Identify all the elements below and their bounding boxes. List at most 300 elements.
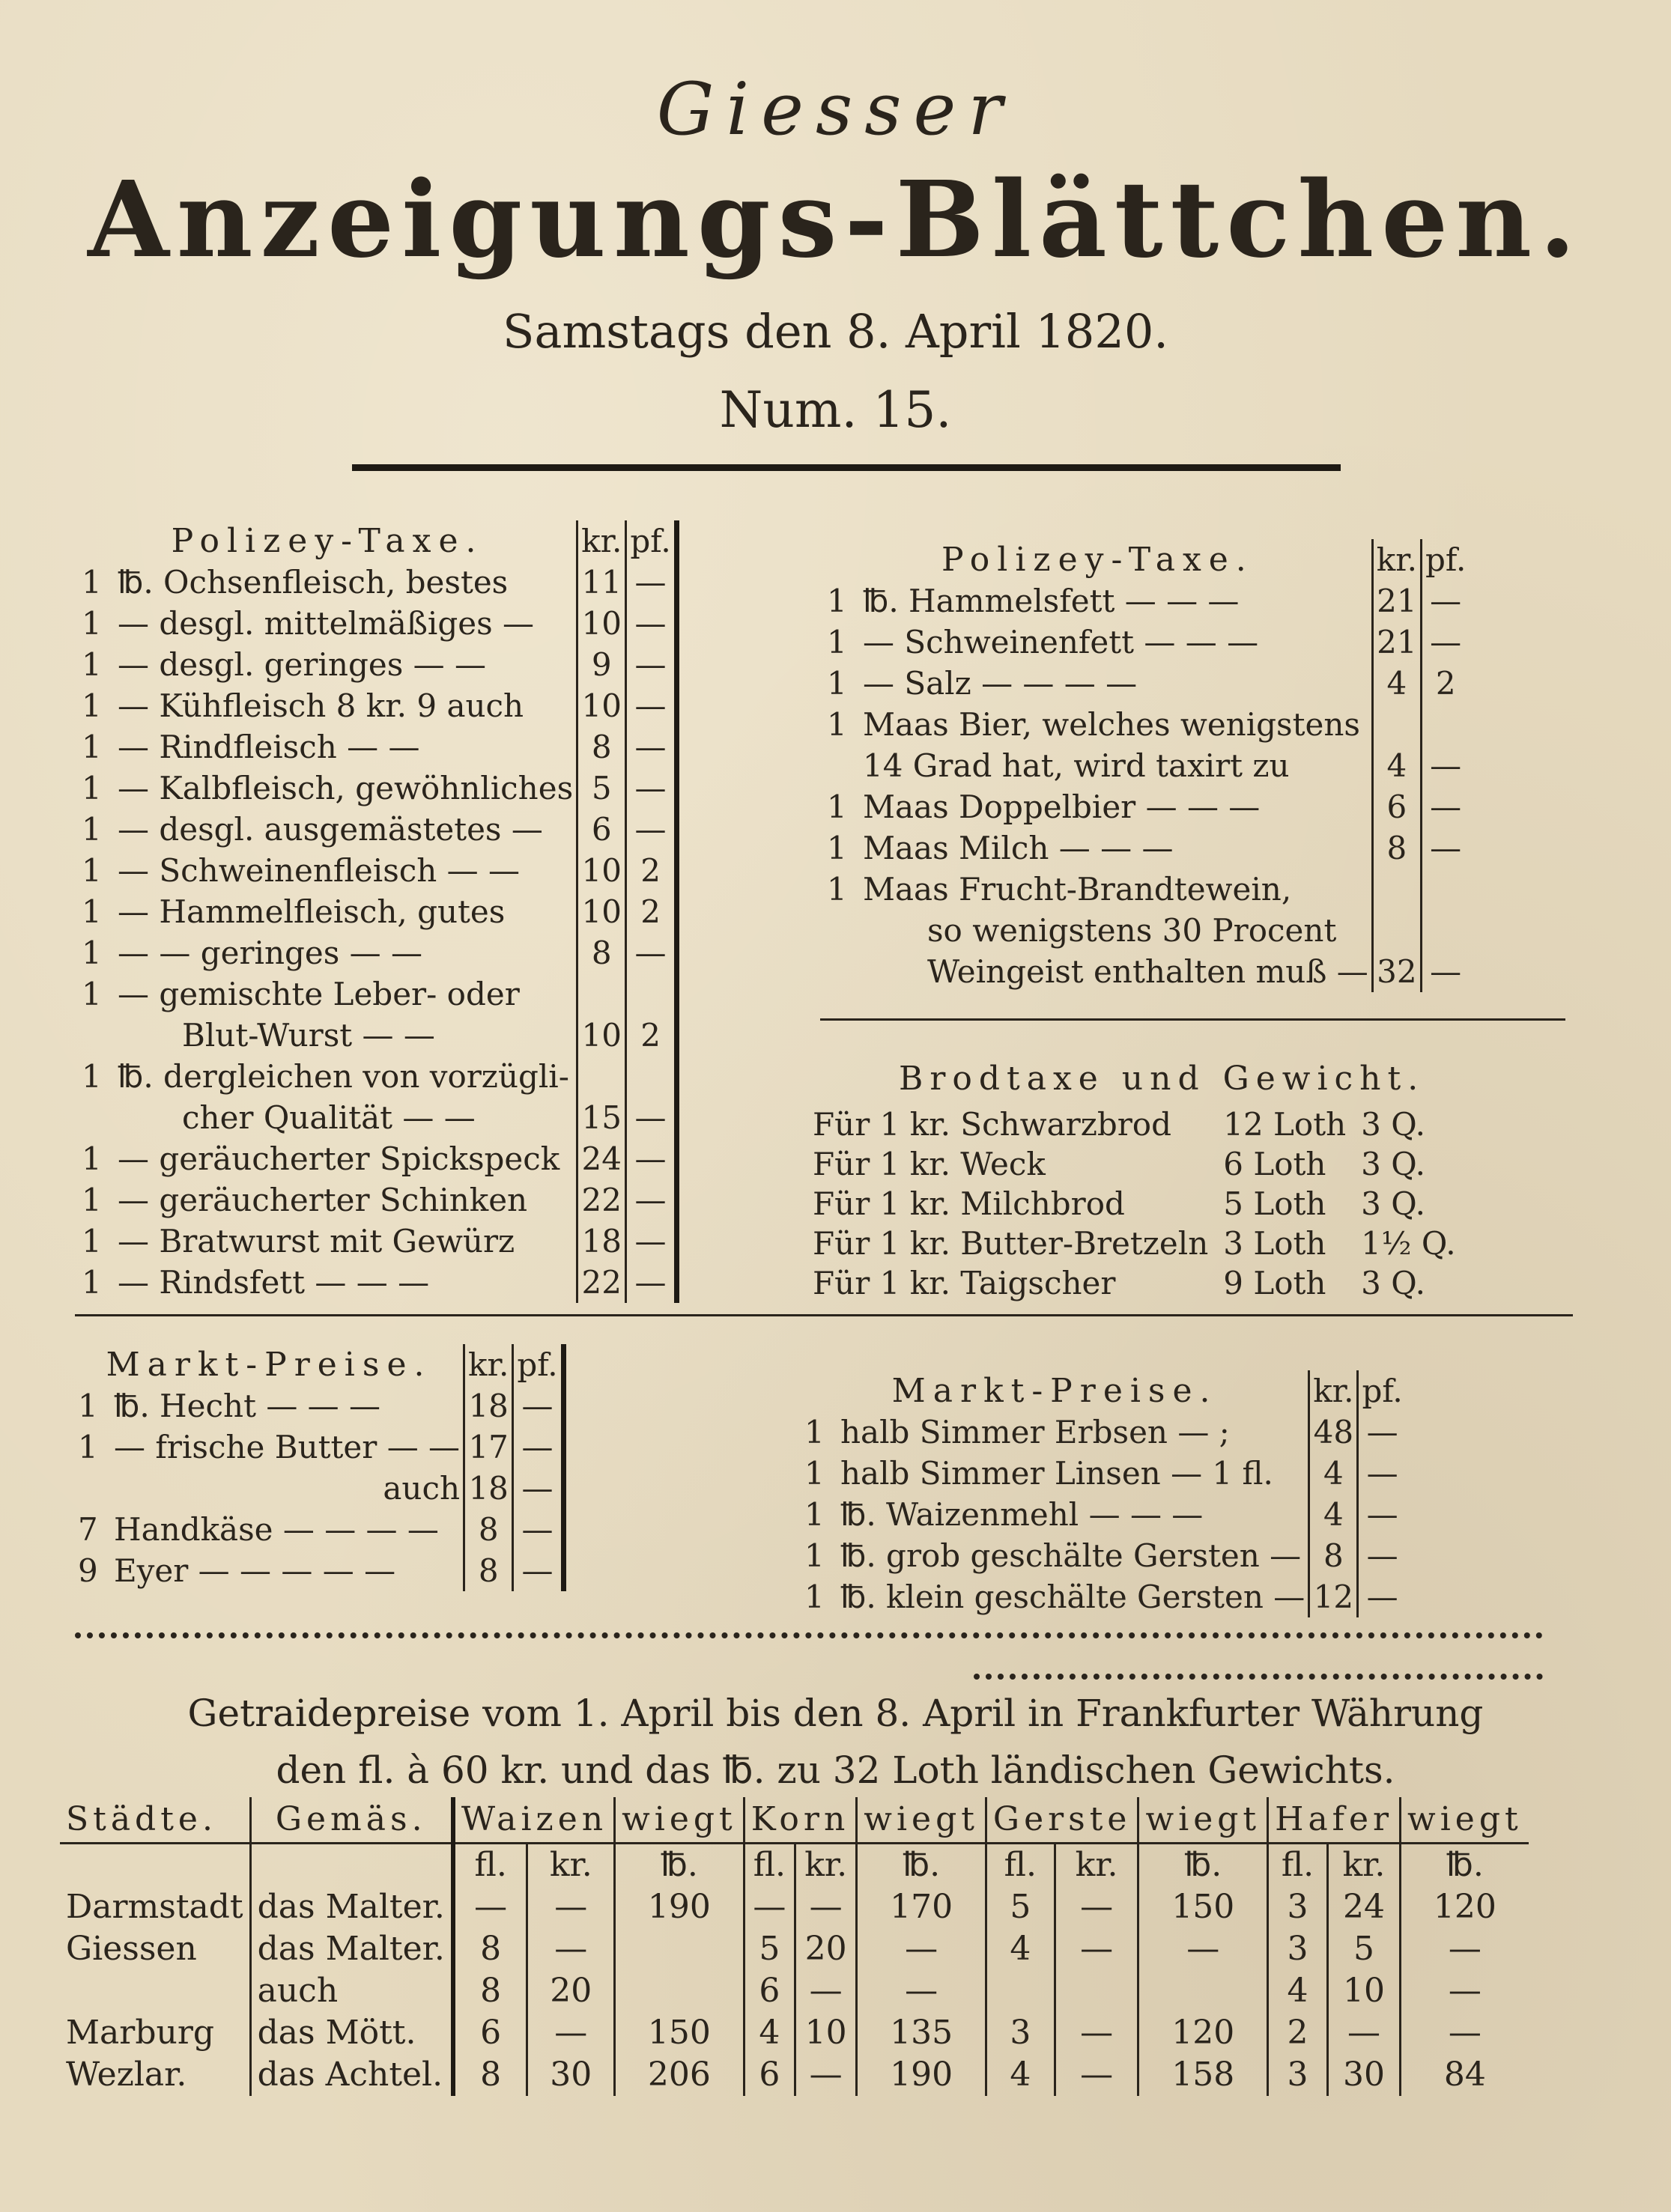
korn-weight: —: [857, 1970, 986, 2012]
price-row: [824, 951, 1469, 992]
bread-label: Für 1 kr. Schwarzbrod: [813, 1106, 1171, 1143]
item-name: — — geringes — —: [118, 935, 422, 971]
quantity: [824, 910, 860, 951]
price-pf: —: [1422, 827, 1470, 869]
bread-row: [805, 1144, 1464, 1184]
getraide-heading: [0, 1685, 1671, 1799]
price-kr: [1372, 910, 1421, 951]
measure-unit: das Malter.: [250, 1886, 453, 1928]
gerste-kr: —: [1055, 2012, 1138, 2054]
price-row: [79, 932, 676, 973]
column-header-pf: pf.: [1422, 539, 1470, 580]
price-row: [824, 869, 1469, 910]
price-row: [801, 1453, 1406, 1494]
price-kr: 5: [577, 768, 626, 809]
price-row: [824, 745, 1469, 786]
header-waizen: Waizen: [453, 1797, 615, 1844]
quantity: 1: [827, 624, 847, 660]
subheader-fl: fl.: [744, 1844, 795, 1887]
bread-weight-q: 3 Q.: [1361, 1265, 1425, 1301]
price-row: [801, 1576, 1406, 1617]
header-gemaes: Gemäs.: [250, 1797, 453, 1844]
bread-row: [805, 1184, 1464, 1224]
grain-row: [60, 1886, 1529, 1928]
price-kr: 9: [577, 644, 626, 685]
hafer-kr: 30: [1327, 2054, 1400, 2096]
price-pf: —: [1358, 1412, 1406, 1453]
price-pf: —: [1422, 951, 1470, 992]
quantity: [75, 1468, 111, 1509]
price-row: [79, 726, 676, 768]
price-pf: —: [626, 1097, 676, 1138]
price-pf: —: [1422, 745, 1470, 786]
hafer-fl: 4: [1268, 1970, 1328, 2012]
price-kr: 11: [577, 562, 626, 603]
item-name: — Salz — — — —: [863, 665, 1138, 702]
price-pf: —: [513, 1426, 563, 1468]
grain-row: [60, 2012, 1529, 2054]
hafer-weight: 120: [1401, 1886, 1529, 1928]
hafer-fl: 3: [1268, 2054, 1328, 2096]
header-staedte: Städte.: [60, 1797, 250, 1844]
price-kr: 22: [577, 1262, 626, 1303]
quantity: 1: [82, 1058, 102, 1095]
price-pf: —: [626, 685, 676, 726]
city-name: Giessen: [66, 1930, 197, 1968]
quantity: 1: [82, 1182, 102, 1218]
korn-fl: —: [744, 1886, 795, 1928]
quantity: 1: [804, 1414, 825, 1450]
subheader-fl: fl.: [986, 1844, 1055, 1887]
price-pf: —: [1358, 1453, 1406, 1494]
price-kr: [577, 973, 626, 1015]
price-kr: 10: [577, 891, 626, 932]
price-row: [75, 1385, 563, 1426]
getraide-table: [60, 1797, 1529, 2096]
quantity: 1: [82, 1264, 102, 1301]
price-pf: —: [626, 1138, 676, 1179]
gerste-fl: [986, 1970, 1055, 2012]
price-kr: 8: [1309, 1535, 1358, 1576]
hafer-fl: 3: [1268, 1886, 1328, 1928]
subheader-lb: ℔.: [1138, 1844, 1268, 1887]
korn-kr: —: [795, 1886, 857, 1928]
price-pf: —: [626, 932, 676, 973]
getraide-heading-line2: den fl. à 60 kr. und das ℔. zu 32 Loth ländischen Gewichts.: [276, 1748, 1395, 1792]
measure-unit: das Malter.: [250, 1928, 453, 1970]
price-kr: 18: [577, 1221, 626, 1262]
column-header-kr: kr.: [1309, 1370, 1358, 1412]
price-pf: [1422, 869, 1470, 910]
gerste-fl: 4: [986, 2054, 1055, 2096]
korn-fl: 4: [744, 2012, 795, 2054]
price-pf: [1422, 704, 1470, 745]
waizen-weight: 150: [615, 2012, 744, 2054]
waizen-fl: 8: [453, 2054, 527, 2096]
bread-label: Für 1 kr. Butter-Bretzeln: [813, 1225, 1209, 1262]
hafer-weight: 84: [1401, 2054, 1529, 2096]
item-name: — Schweinenfleisch — —: [118, 852, 521, 889]
quantity: 1: [82, 687, 102, 724]
waizen-weight: [615, 1970, 744, 2012]
bread-weight-loth: 3 Loth: [1223, 1225, 1326, 1262]
bread-weight-loth: 9 Loth: [1223, 1265, 1326, 1301]
quantity: 1: [827, 830, 847, 866]
price-row: [824, 622, 1469, 663]
price-row: [824, 704, 1469, 745]
item-name: — desgl. geringes — —: [118, 646, 486, 683]
item-name: ℔. Waizenmehl — — —: [840, 1496, 1204, 1533]
quantity: 1: [82, 811, 102, 848]
quantity: 1: [78, 1388, 98, 1424]
subheader-kr: kr.: [795, 1844, 857, 1887]
gerste-weight: 120: [1138, 2012, 1268, 2054]
item-name: Blut-Wurst — —: [182, 1017, 435, 1054]
price-kr: 8: [1372, 827, 1421, 869]
brodtaxe-table: [805, 1105, 1464, 1303]
item-name: — frische Butter — —: [114, 1429, 461, 1465]
bread-weight-q: 1½ Q.: [1361, 1225, 1456, 1262]
waizen-weight: 206: [615, 2054, 744, 2096]
bread-label: Für 1 kr. Weck: [813, 1146, 1046, 1182]
gerste-fl: 4: [986, 1928, 1055, 1970]
price-pf: —: [1358, 1535, 1406, 1576]
item-name: — Rindsfett — — —: [118, 1264, 430, 1301]
price-kr: [1372, 869, 1421, 910]
gerste-weight: 158: [1138, 2054, 1268, 2096]
price-pf: 2: [1422, 663, 1470, 704]
subheader-kr: kr.: [1327, 1844, 1400, 1887]
column-header-kr: kr.: [464, 1344, 513, 1385]
price-kr: 6: [1372, 786, 1421, 827]
price-kr: 4: [1309, 1453, 1358, 1494]
korn-weight: 135: [857, 2012, 986, 2054]
price-row: [79, 1015, 676, 1056]
korn-kr: —: [795, 1970, 857, 2012]
markt-preise-left: [75, 1344, 566, 1591]
item-name: — desgl. mittelmäßiges —: [118, 605, 534, 642]
bread-row: [805, 1263, 1464, 1303]
waizen-kr: 20: [527, 1970, 615, 2012]
item-name: — geräucherter Spickspeck: [118, 1140, 560, 1177]
polizey-taxe-right: [824, 539, 1469, 992]
bread-weight-q: 3 Q.: [1361, 1146, 1425, 1182]
gerste-kr: [1055, 1970, 1138, 2012]
subheader-lb: ℔.: [615, 1844, 744, 1887]
city-name: Wezlar.: [66, 2055, 187, 2094]
price-pf: —: [626, 644, 676, 685]
bread-label: Für 1 kr. Milchbrod: [813, 1185, 1125, 1222]
price-row: [79, 685, 676, 726]
waizen-kr: —: [527, 1886, 615, 1928]
city-name: Darmstadt: [66, 1888, 243, 1926]
price-kr: [1372, 704, 1421, 745]
item-name: Maas Bier, welches wenigstens: [863, 706, 1360, 743]
korn-kr: —: [795, 2054, 857, 2096]
waizen-weight: [615, 1928, 744, 1970]
korn-fl: 5: [744, 1928, 795, 1970]
quantity: 1: [804, 1537, 825, 1574]
quantity: 1: [827, 665, 847, 702]
price-kr: 4: [1372, 745, 1421, 786]
header-wiegt: wiegt: [1401, 1797, 1529, 1844]
bread-weight-q: 3 Q.: [1361, 1185, 1425, 1222]
price-pf: —: [626, 726, 676, 768]
waizen-kr: —: [527, 1928, 615, 1970]
quantity: 1: [82, 646, 102, 683]
polizey-taxe-left: [79, 520, 679, 1303]
price-kr: 8: [577, 932, 626, 973]
quantity: 1: [82, 893, 102, 930]
price-row: [79, 1262, 676, 1303]
price-row: [79, 1056, 676, 1097]
price-pf: —: [626, 1221, 676, 1262]
item-name: halb Simmer Erbsen — ;: [840, 1414, 1230, 1450]
subheader-kr: kr.: [1055, 1844, 1138, 1887]
item-name: ℔. Hammelsfett — — —: [863, 583, 1240, 619]
section-divider: [75, 1314, 1573, 1316]
measure-unit: das Mött.: [250, 2012, 453, 2054]
korn-weight: 170: [857, 1886, 986, 1928]
bread-weight-loth: 5 Loth: [1223, 1185, 1326, 1222]
column-header-pf: pf.: [626, 520, 676, 562]
masthead-city: Giesser: [656, 67, 1015, 151]
waizen-fl: —: [453, 1886, 527, 1928]
header-gerste: Gerste: [986, 1797, 1138, 1844]
item-name: ℔. dergleichen von vorzügli-: [118, 1058, 569, 1095]
price-row: [75, 1509, 563, 1550]
gerste-fl: 5: [986, 1886, 1055, 1928]
price-kr: 24: [577, 1138, 626, 1179]
gerste-weight: [1138, 1970, 1268, 2012]
masthead: [0, 67, 1671, 439]
gerste-weight: —: [1138, 1928, 1268, 1970]
price-kr: 4: [1309, 1494, 1358, 1535]
price-kr: 17: [464, 1426, 513, 1468]
price-row: [801, 1494, 1406, 1535]
quantity: [824, 745, 860, 786]
hafer-kr: —: [1327, 2012, 1400, 2054]
price-kr: [577, 1056, 626, 1097]
price-kr: 21: [1372, 580, 1421, 622]
quantity: 1: [804, 1579, 825, 1615]
column-header-kr: kr.: [1372, 539, 1421, 580]
price-pf: —: [513, 1468, 563, 1509]
price-pf: [626, 1056, 676, 1097]
price-kr: 4: [1372, 663, 1421, 704]
grain-row: [60, 1928, 1529, 1970]
price-pf: —: [626, 1262, 676, 1303]
price-pf: —: [626, 768, 676, 809]
price-kr: 21: [1372, 622, 1421, 663]
price-kr: 8: [577, 726, 626, 768]
price-pf: —: [626, 562, 676, 603]
masthead-title: Anzeigungs-Blättchen.: [88, 159, 1583, 282]
item-name: — Bratwurst mit Gewürz: [118, 1223, 515, 1260]
gerste-kr: —: [1055, 1928, 1138, 1970]
price-pf: —: [626, 603, 676, 644]
korn-weight: 190: [857, 2054, 986, 2096]
price-row: [824, 910, 1469, 951]
quantity: 7: [78, 1511, 98, 1548]
price-pf: —: [513, 1550, 563, 1591]
subheader-fl: fl.: [453, 1844, 527, 1887]
price-row: [79, 1179, 676, 1221]
header-hafer: Hafer: [1268, 1797, 1401, 1844]
section-heading: Markt-Preise.: [106, 1346, 432, 1384]
quantity: [79, 1015, 115, 1056]
waizen-fl: 8: [453, 1970, 527, 2012]
korn-weight: —: [857, 1928, 986, 1970]
price-pf: [626, 973, 676, 1015]
item-name: cher Qualität — —: [182, 1099, 476, 1136]
gerste-fl: 3: [986, 2012, 1055, 2054]
price-row: [801, 1412, 1406, 1453]
price-kr: 18: [464, 1385, 513, 1426]
price-kr: 8: [464, 1550, 513, 1591]
price-pf: —: [626, 809, 676, 850]
waizen-fl: 8: [453, 1928, 527, 1970]
gerste-kr: —: [1055, 2054, 1138, 2096]
column-header-pf: pf.: [513, 1344, 563, 1385]
price-kr: 10: [577, 1015, 626, 1056]
item-name: — Rindfleisch — —: [118, 729, 420, 765]
price-kr: 18: [464, 1468, 513, 1509]
measure-unit: auch: [250, 1970, 453, 2012]
hafer-fl: 3: [1268, 1928, 1328, 1970]
price-pf: —: [626, 1179, 676, 1221]
korn-fl: 6: [744, 1970, 795, 2012]
brodtaxe-heading: Brodtaxe und Gewicht.: [899, 1060, 1425, 1098]
quantity: 1: [82, 976, 102, 1012]
item-name: ℔. Ochsenfleisch, bestes: [118, 564, 509, 601]
hafer-kr: 24: [1327, 1886, 1400, 1928]
price-row: [79, 562, 676, 603]
quantity: 1: [82, 564, 102, 601]
price-row: [79, 603, 676, 644]
header-wiegt: wiegt: [1138, 1797, 1268, 1844]
price-row: [801, 1535, 1406, 1576]
price-pf: 2: [626, 891, 676, 932]
item-name: Eyer — — — — —: [114, 1552, 396, 1589]
measure-unit: das Achtel.: [250, 2054, 453, 2096]
price-pf: —: [1358, 1494, 1406, 1535]
item-name: Weingeist enthalten muß —: [927, 953, 1368, 990]
gerste-kr: —: [1055, 1886, 1138, 1928]
ornamental-divider: [974, 1674, 1543, 1680]
item-name: auch: [383, 1470, 461, 1507]
waizen-kr: 30: [527, 2054, 615, 2096]
price-row: [824, 663, 1469, 704]
subheader-fl: fl.: [1268, 1844, 1328, 1887]
item-name: — desgl. ausgemästetes —: [118, 811, 543, 848]
bread-weight-loth: 6 Loth: [1223, 1146, 1326, 1182]
item-name: so wenigstens 30 Procent: [927, 912, 1337, 949]
price-row: [79, 1221, 676, 1262]
gerste-weight: 150: [1138, 1886, 1268, 1928]
hafer-fl: 2: [1268, 2012, 1328, 2054]
item-name: Maas Milch — — —: [863, 830, 1174, 866]
price-pf: —: [1422, 580, 1470, 622]
grain-row: [60, 1970, 1529, 2012]
item-name: ℔. klein geschälte Gersten —: [840, 1579, 1305, 1615]
bread-weight-loth: 12 Loth: [1223, 1106, 1347, 1143]
item-name: Handkäse — — — —: [114, 1511, 439, 1548]
ornamental-divider: [75, 1632, 1543, 1638]
price-row: [79, 850, 676, 891]
price-row: [79, 644, 676, 685]
bread-label: Für 1 kr. Taigscher: [813, 1265, 1116, 1301]
grain-row: [60, 2054, 1529, 2096]
city-name: [60, 1970, 250, 2012]
price-kr: 10: [577, 603, 626, 644]
price-pf: —: [513, 1509, 563, 1550]
price-pf: 2: [626, 850, 676, 891]
hafer-kr: 10: [1327, 1970, 1400, 2012]
quantity: [79, 1097, 115, 1138]
price-row: [824, 786, 1469, 827]
price-kr: 10: [577, 685, 626, 726]
price-kr: 48: [1309, 1412, 1358, 1453]
price-kr: 22: [577, 1179, 626, 1221]
price-pf: —: [1358, 1576, 1406, 1617]
price-row: [79, 768, 676, 809]
price-kr: 15: [577, 1097, 626, 1138]
item-name: Maas Frucht-Brandtewein,: [863, 871, 1292, 908]
item-name: 14 Grad hat, wird taxirt zu: [863, 747, 1290, 784]
price-row: [79, 1138, 676, 1179]
section-divider: [820, 1018, 1565, 1021]
price-pf: —: [1422, 786, 1470, 827]
quantity: 1: [82, 1140, 102, 1177]
quantity: 1: [82, 729, 102, 765]
price-kr: 10: [577, 850, 626, 891]
item-name: — Kalbfleisch, gewöhnliches: [118, 770, 574, 806]
price-row: [824, 580, 1469, 622]
price-row: [79, 1097, 676, 1138]
column-header-kr: kr.: [577, 520, 626, 562]
section-heading: Markt-Preise.: [891, 1372, 1218, 1410]
price-kr: 6: [577, 809, 626, 850]
hafer-weight: —: [1401, 1928, 1529, 1970]
hafer-kr: 5: [1327, 1928, 1400, 1970]
bread-row: [805, 1224, 1464, 1263]
header-wiegt: wiegt: [615, 1797, 744, 1844]
item-name: — gemischte Leber- oder: [118, 976, 520, 1012]
price-row: [79, 809, 676, 850]
issue-number: Num. 15.: [719, 381, 952, 439]
section-heading: Polizey-Taxe.: [171, 522, 484, 560]
quantity: 1: [827, 583, 847, 619]
price-kr: 8: [464, 1509, 513, 1550]
quantity: [824, 951, 860, 992]
price-pf: [1422, 910, 1470, 951]
quantity: 9: [78, 1552, 98, 1589]
price-kr: 12: [1309, 1576, 1358, 1617]
korn-kr: 20: [795, 1928, 857, 1970]
subheader-kr: kr.: [527, 1844, 615, 1887]
column-header-pf: pf.: [1358, 1370, 1406, 1412]
quantity: 1: [827, 706, 847, 743]
item-name: ℔. Hecht — — —: [114, 1388, 381, 1424]
quantity: 1: [82, 852, 102, 889]
price-row: [75, 1550, 563, 1591]
item-name: — Hammelfleisch, gutes: [118, 893, 506, 930]
quantity: 1: [827, 871, 847, 908]
quantity: 1: [78, 1429, 98, 1465]
waizen-weight: 190: [615, 1886, 744, 1928]
item-name: halb Simmer Linsen — 1 fl.: [840, 1455, 1273, 1492]
